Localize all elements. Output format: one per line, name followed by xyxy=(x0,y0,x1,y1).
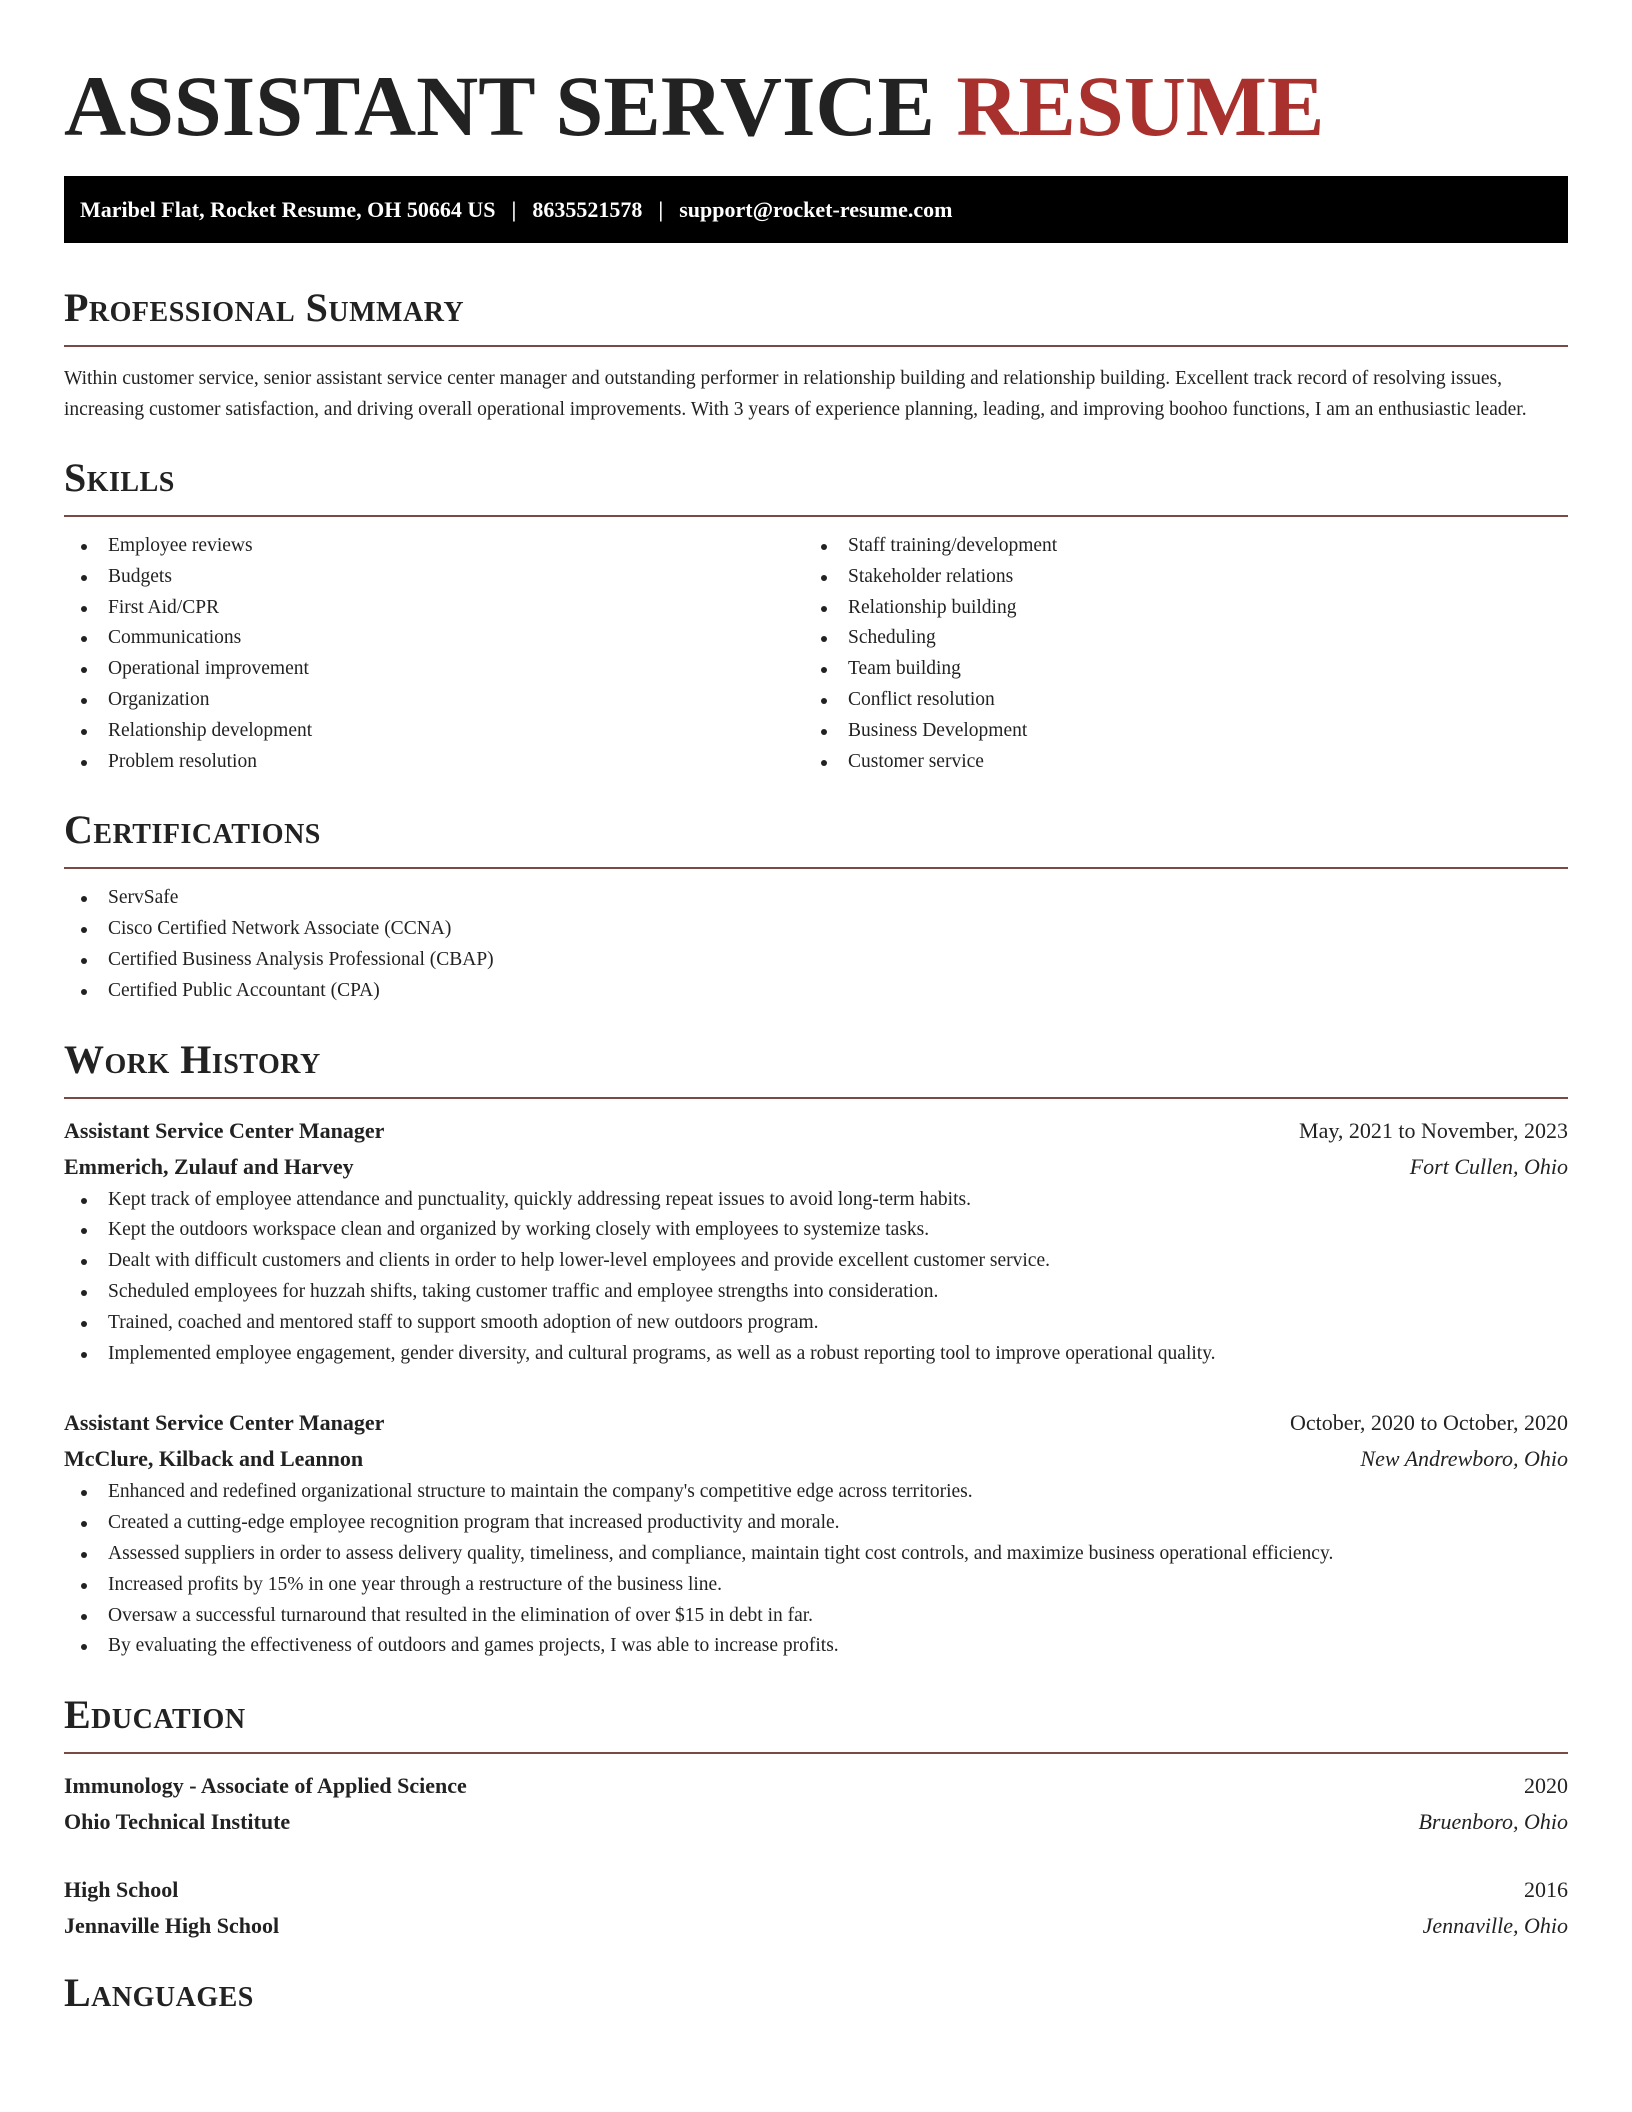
education-degree: Immunology - Associate of Applied Science xyxy=(64,1773,467,1799)
certification-item: Certified Public Accountant (CPA) xyxy=(64,976,1568,1007)
contact-phone[interactable]: 8635521578 xyxy=(532,196,643,222)
skill-item: Customer service xyxy=(804,747,1544,778)
job-bullets xyxy=(64,1477,1568,1662)
skill-item: Team building xyxy=(804,654,1544,685)
summary-heading: Professional Summary xyxy=(64,285,465,330)
skill-item: Conflict resolution xyxy=(804,685,1544,716)
work-history-section xyxy=(64,1037,1568,1663)
job-title: Assistant Service Center Manager xyxy=(64,1410,385,1436)
skills-right-column xyxy=(804,531,1544,777)
skill-item: Employee reviews xyxy=(64,531,804,562)
certifications-section xyxy=(64,807,1568,1006)
skill-item: Relationship development xyxy=(64,716,804,747)
skills-heading: Skills xyxy=(64,455,175,500)
education-year: 2016 xyxy=(1524,1877,1568,1903)
education-entry xyxy=(64,1872,1568,1944)
job-title-row xyxy=(64,1113,1568,1149)
skill-item: Organization xyxy=(64,685,804,716)
section-divider xyxy=(64,515,1568,517)
skill-item: Budgets xyxy=(64,562,804,593)
skill-item: Communications xyxy=(64,623,804,654)
job-bullet: Dealt with difficult customers and clients in order to help lower-level employees and provide excellent customer service. xyxy=(64,1246,1568,1277)
education-school-row xyxy=(64,1804,1568,1840)
job-bullet: Implemented employee engagement, gender diversity, and cultural programs, as well as a robust reporting tool to improve operational quality. xyxy=(64,1339,1568,1370)
education-school: Ohio Technical Institute xyxy=(64,1809,291,1835)
education-location: Jennaville, Ohio xyxy=(1422,1913,1568,1939)
job-company: Emmerich, Zulauf and Harvey xyxy=(64,1153,354,1179)
contact-address: Maribel Flat, Rocket Resume, OH 50664 US xyxy=(80,196,496,222)
job-entry xyxy=(64,1113,1568,1370)
job-company: McClure, Kilback and Leannon xyxy=(64,1446,364,1472)
skill-item: Stakeholder relations xyxy=(804,562,1544,593)
job-bullet: By evaluating the effectiveness of outdoors and games projects, I was able to increase profits. xyxy=(64,1631,1568,1662)
job-bullet: Enhanced and redefined organizational structure to maintain the company's competitive edge across territories. xyxy=(64,1477,1568,1508)
job-bullet: Oversaw a successful turnaround that resulted in the elimination of over $15 in debt in far. xyxy=(64,1601,1568,1632)
job-dates: October, 2020 to October, 2020 xyxy=(1289,1410,1568,1436)
summary-text: Within customer service, senior assistant service center manager and outstanding performer in relationship building and relationship building. Excellent track record of resolving issues, increasing customer satisfaction, and driving overall operational improvements. With 3 years of experience planning, leading, and improving boohoo functions, I am an enthusiastic leader. xyxy=(64,368,1527,420)
contact-bar xyxy=(64,176,1568,243)
contact-separator: | xyxy=(511,196,517,222)
languages-heading: Languages xyxy=(64,1970,254,2016)
section-divider xyxy=(64,867,1568,869)
education-degree-row xyxy=(64,1768,1568,1804)
certification-item: ServSafe xyxy=(64,883,1568,914)
job-bullet: Kept track of employee attendance and punctuality, quickly addressing repeat issues to avoid long-term habits. xyxy=(64,1185,1568,1216)
languages-section xyxy=(64,1970,1568,2016)
education-section xyxy=(64,1692,1568,1944)
contact-separator: | xyxy=(658,196,664,222)
certifications-list xyxy=(64,883,1568,1006)
education-degree-row xyxy=(64,1872,1568,1908)
education-degree: High School xyxy=(64,1877,179,1903)
education-location: Bruenboro, Ohio xyxy=(1418,1809,1568,1835)
skills-section xyxy=(64,455,1568,777)
work-history-heading: Work History xyxy=(64,1036,321,1082)
job-dates: May, 2021 to November, 2023 xyxy=(1299,1117,1568,1143)
job-bullet: Created a cutting-edge employee recognition program that increased productivity and morale. xyxy=(64,1508,1568,1539)
education-heading: Education xyxy=(64,1692,246,1738)
skill-item: Scheduling xyxy=(804,623,1544,654)
resume-title xyxy=(64,0,1568,176)
job-title-row xyxy=(64,1405,1568,1441)
job-company-row xyxy=(64,1149,1568,1185)
title-main: ASSISTANT SERVICE xyxy=(64,58,935,154)
job-bullets xyxy=(64,1185,1568,1370)
job-bullet: Scheduled employees for huzzah shifts, taking customer traffic and employee strengths into consideration. xyxy=(64,1277,1568,1308)
certification-item: Certified Business Analysis Professional (CBAP) xyxy=(64,945,1568,976)
job-company-row xyxy=(64,1441,1568,1477)
job-bullet: Kept the outdoors workspace clean and organized by working closely with employees to systemize tasks. xyxy=(64,1215,1568,1246)
job-bullet: Trained, coached and mentored staff to support smooth adoption of new outdoors program. xyxy=(64,1308,1568,1339)
summary-section xyxy=(64,285,1568,425)
certification-item: Cisco Certified Network Associate (CCNA) xyxy=(64,914,1568,945)
contact-email[interactable]: support@rocket-resume.com xyxy=(679,196,953,222)
skill-item: First Aid/CPR xyxy=(64,593,804,624)
skill-item: Business Development xyxy=(804,716,1544,747)
certifications-heading: Certifications xyxy=(64,807,321,853)
title-accent: RESUME xyxy=(956,58,1325,154)
skills-left-column xyxy=(64,531,804,777)
section-divider xyxy=(64,1097,1568,1099)
job-bullet: Increased profits by 15% in one year through a restructure of the business line. xyxy=(64,1570,1568,1601)
skill-item: Problem resolution xyxy=(64,747,804,778)
job-bullet: Assessed suppliers in order to assess delivery quality, timeliness, and compliance, maintain tight cost controls, and maximize business operational efficiency. xyxy=(64,1539,1568,1570)
job-location: Fort Cullen, Ohio xyxy=(1409,1153,1568,1179)
section-divider xyxy=(64,345,1568,347)
skill-item: Staff training/development xyxy=(804,531,1544,562)
education-entry xyxy=(64,1768,1568,1840)
skill-item: Operational improvement xyxy=(64,654,804,685)
education-school: Jennaville High School xyxy=(64,1913,280,1939)
job-title: Assistant Service Center Manager xyxy=(64,1117,385,1143)
skills-grid xyxy=(64,531,1568,777)
skill-item: Relationship building xyxy=(804,593,1544,624)
section-divider xyxy=(64,1752,1568,1754)
education-year: 2020 xyxy=(1524,1773,1568,1799)
job-location: New Andrewboro, Ohio xyxy=(1360,1446,1568,1472)
job-entry xyxy=(64,1405,1568,1662)
education-school-row xyxy=(64,1908,1568,1944)
